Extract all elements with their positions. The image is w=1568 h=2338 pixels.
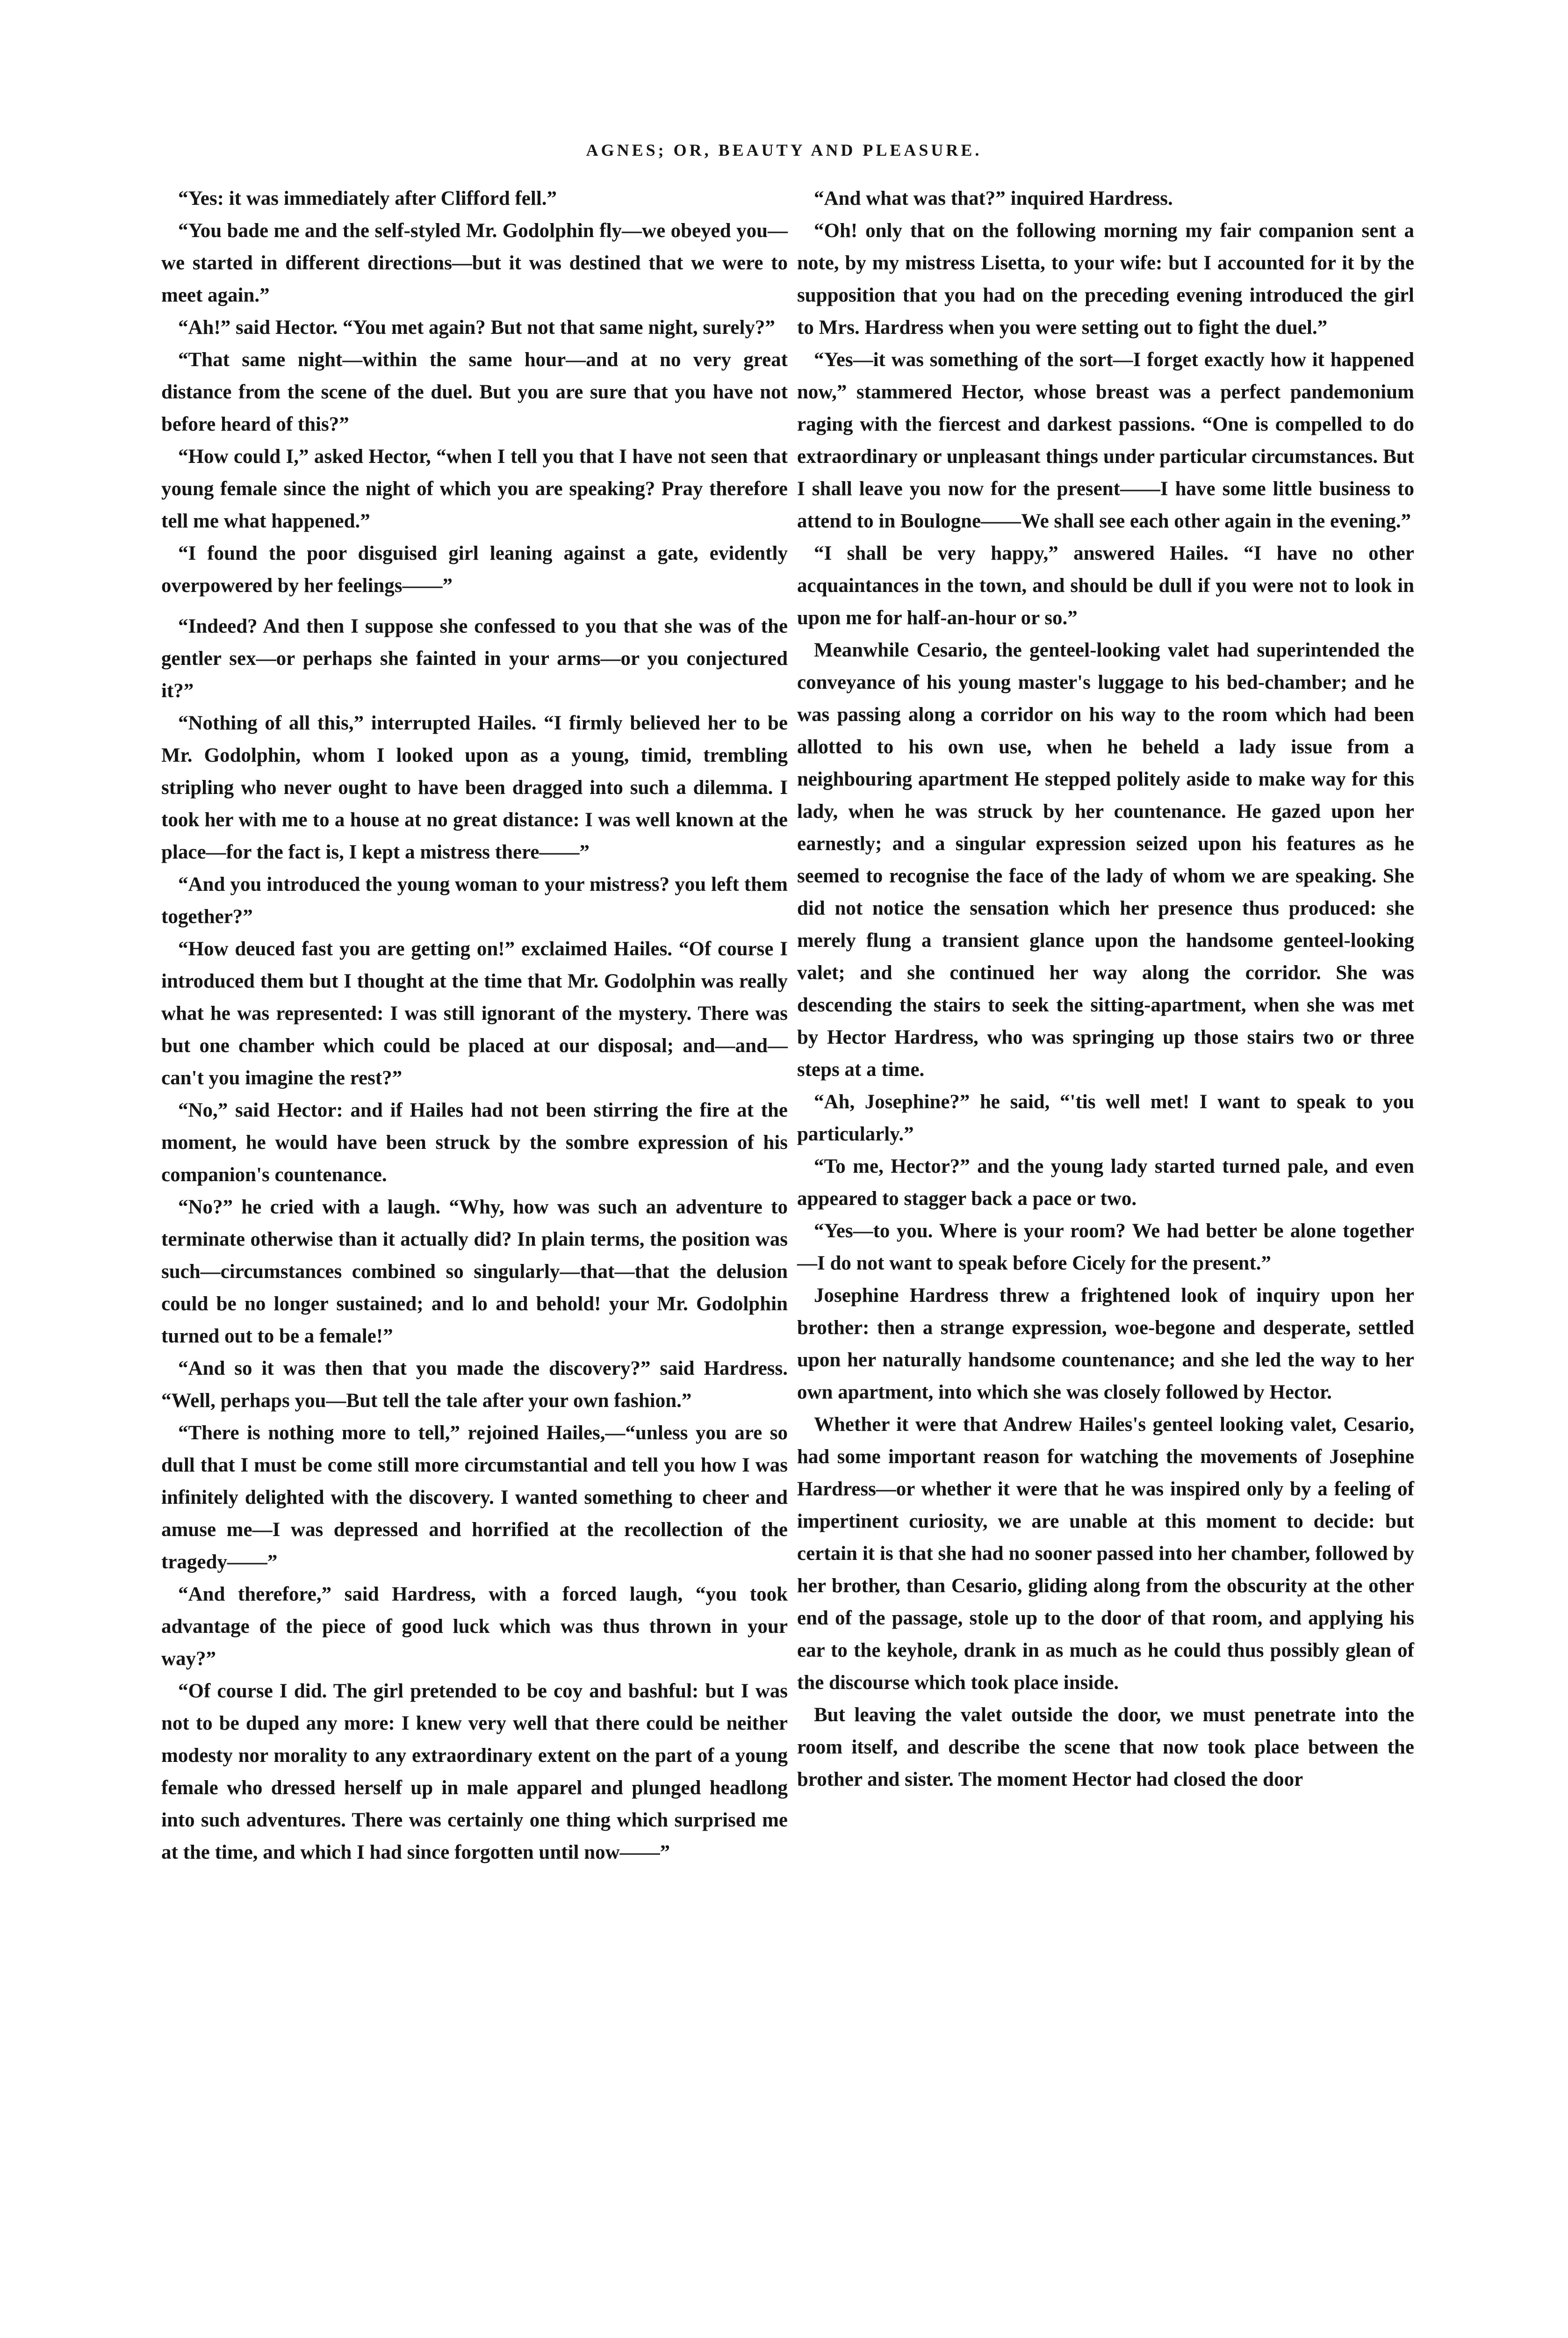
paragraph: “There is nothing more to tell,” rejoined Hailes,—“unless you are so dull that I must be come still more circumstantial and tell you how I was infinitely delighted with the discovery. I wanted something to cheer and amuse me—I was depressed and horrified at the recollection of the tragedy——” [161, 1422, 788, 1573]
paragraph: “And so it was then that you made the discovery?” said Hardress. “Well, perhaps you—But tell the tale after your own fashion.” [161, 1357, 788, 1412]
paragraph: Meanwhile Cesario, the genteel-looking valet had superintended the conveyance of his young master's luggage to his bed-chamber; and he was passing along a corridor on his way to the room which had been allotted to his own use, when he beheld a lady issue from a neighbouring apartment He stepped politely aside to make way for this lady, when he was struck by her countenance. He gazed upon her earnestly; and a singular expression seized upon his features as he seemed to recognise the face of the lady of whom we are speaking. She did not notice the sensation which her presence thus produced: she merely flung a transient glance upon the handsome genteel-looking valet; and she continued her way along the corridor. She was descending the stairs to seek the sitting-apartment, when she was met by Hector Hardress, who was springing up those stairs two or three steps at a time. [797, 639, 1414, 1081]
paragraph: “Nothing of all this,” interrupted Hailes. “I firmly believed her to be Mr. Godolphin, whom I looked upon as a young, timid, trembling stripling who never ought to have been dragged into such a dilemma. I took her with me to a house at no great distance: I was well known at the place—for the fact is, I kept a mistress there——” [161, 712, 788, 863]
running-header: AGNES; OR, BEAUTY AND PLEASURE. [586, 141, 982, 159]
paragraph: “Indeed? And then I suppose she confessed to you that she was of the gentler sex—or perhaps she fainted in your arms—or you conjectured it?” [161, 615, 788, 702]
paragraph: “And you introduced the young woman to your mistress? you left them together?” [161, 873, 788, 928]
paragraph: “And what was that?” inquired Hardress. [814, 188, 1173, 209]
paragraph: “And therefore,” said Hardress, with a forced laugh, “you took advantage of the piece of good luck which was thus thrown in your way?” [161, 1583, 788, 1670]
paragraph: “That same night—within the same hour—and at no very great distance from the scene of the duel. But you are sure that you have not before heard of this?” [161, 349, 788, 435]
right-column [797, 182, 1414, 1796]
paragraph: “I shall be very happy,” answered Hailes. “I have no other acquaintances in the town, and should be dull if you were not to look in upon me for half-an-hour or so.” [797, 542, 1414, 629]
paragraph: “Yes: it was immediately after Clifford fell.” [178, 188, 557, 209]
paragraph: “Of course I did. The girl pretended to be coy and bashful: but I was not to be duped any more: I knew very well that there could be neither modesty nor morality to any extraordinary extent on the part of a young female who dressed herself up in male apparel and plunged headlong into such adventures. There was certainly one thing which surprised me at the time, and which I had since forgotten until now——” [161, 1680, 788, 1863]
paragraph: “No?” he cried with a laugh. “Why, how was such an adventure to terminate otherwise than it actually did? In plain terms, the position was such—circumstances combined so singularly—that—that the delusion could be no longer sustained; and lo and behold! your Mr. Godolphin turned out to be a female!” [161, 1196, 788, 1347]
left-column [161, 182, 788, 1869]
paragraph: “No,” said Hector: and if Hailes had not been stirring the fire at the moment, he would have been struck by the sombre expression of his companion's countenance. [161, 1099, 788, 1186]
paragraph: “You bade me and the self-styled Mr. Godolphin fly—we obeyed you—we started in different directions—but it was destined that we were to meet again.” [161, 220, 788, 306]
paragraph: “Ah!” said Hector. “You met again? But not that same night, surely?” [178, 317, 775, 339]
paragraph: “How could I,” asked Hector, “when I tell you that I have not seen that young female since the night of which you are speaking? Pray therefore tell me what happened.” [161, 446, 788, 532]
paragraph: “How deuced fast you are getting on!” exclaimed Hailes. “Of course I introduced them but I thought at the time that Mr. Godolphin was really what he was represented: I was still ignorant of the mystery. There was but one chamber which could be placed at our disposal; and—and—can't you imagine the rest?” [161, 938, 788, 1089]
paragraph: Whether it were that Andrew Hailes's genteel looking valet, Cesario, had some important reason for watching the movements of Josephine Hardress—or whether it were that he was inspired only by a feeling of impertinent curiosity, we are unable at this moment to decide: but certain it is that she had no sooner passed into her chamber, followed by her brother, than Cesario, gliding along from the obscurity at the other end of the passage, stole up to the door of that room, and applying his ear to the keyhole, drank in as much as he could thus possibly glean of the discourse which took place inside. [797, 1414, 1414, 1694]
paragraph: “Yes—to you. Where is your room? We had better be alone together—I do not want to speak before Cicely for the present.” [797, 1220, 1414, 1274]
paragraph: “Oh! only that on the following morning my fair companion sent a note, by my mistress Lisetta, to your wife: but I accounted for it by the supposition that you had on the preceding evening introduced the girl to Mrs. Hardress when you were setting out to fight the duel.” [797, 220, 1414, 339]
paragraph: “Ah, Josephine?” he said, “'tis well met! I want to speak to you particularly.” [797, 1091, 1414, 1145]
paragraph: “I found the poor disguised girl leaning against a gate, evidently overpowered by her feelings——” [161, 542, 788, 597]
paragraph: Josephine Hardress threw a frightened look of inquiry upon her brother: then a strange expression, woe-begone and desperate, settled upon her naturally handsome countenance; and she led the way to her own apartment, into which she was closely followed by Hector. [797, 1284, 1414, 1403]
paragraph: “Yes—it was something of the sort—I forget exactly how it happened now,” stammered Hector, whose breast was a perfect pandemonium raging with the fiercest and darkest passions. “One is compelled to do extraordinary or unpleasant things under particular circumstances. But I shall leave you now for the present——I have some little business to attend to in Boulogne——We shall see each other again in the evening.” [797, 349, 1414, 532]
paragraph: “To me, Hector?” and the young lady started turned pale, and even appeared to stagger back a pace or two. [797, 1155, 1414, 1210]
paragraph: But leaving the valet outside the door, we must penetrate into the room itself, and describe the scene that now took place between the brother and sister. The moment Hector had closed the door [797, 1704, 1414, 1790]
